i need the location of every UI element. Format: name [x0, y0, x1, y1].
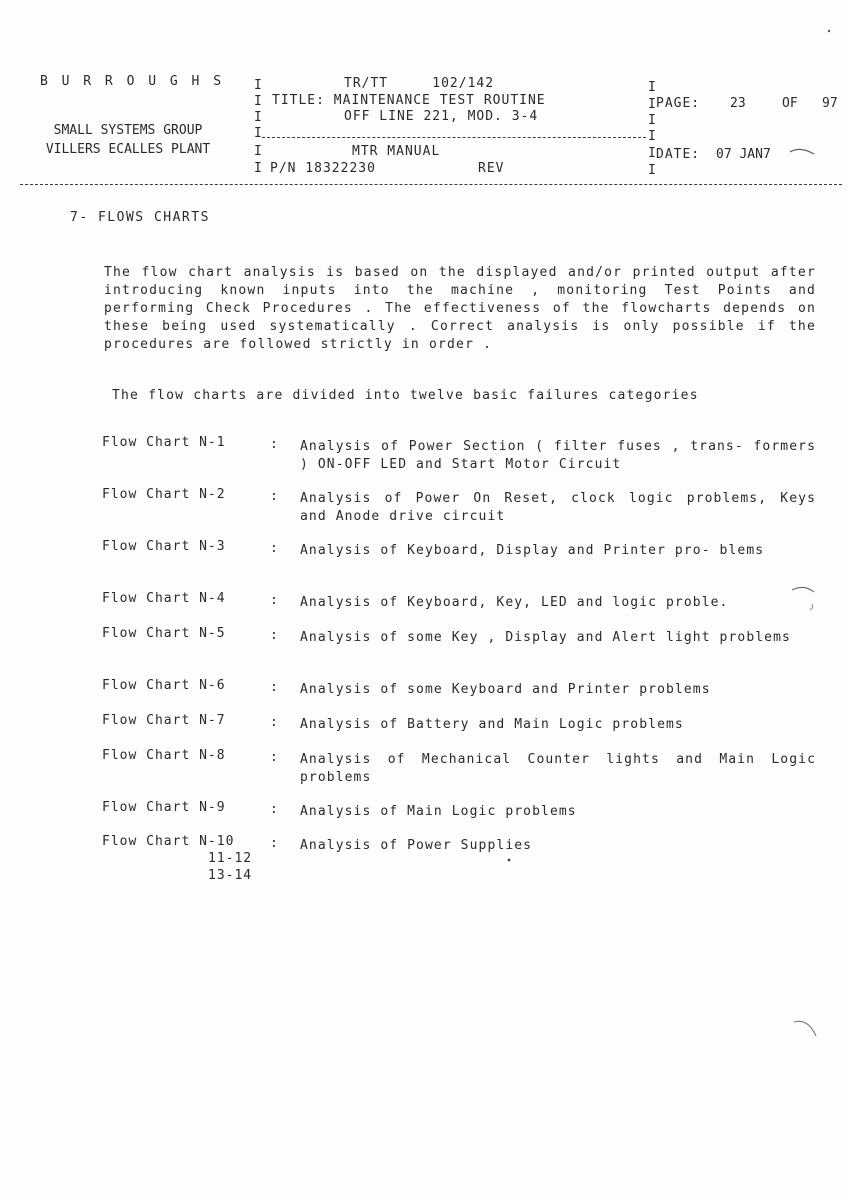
doc-subtitle: OFF LINE 221, MOD. 3-4 — [344, 109, 539, 124]
flow-chart-colon: : — [270, 489, 278, 504]
header-mid-rule — [262, 137, 646, 138]
section-heading: 7- FLOWS CHARTS — [70, 210, 210, 225]
flow-chart-label: Flow Chart N-10 — [102, 834, 235, 849]
flow-chart-description: Analysis of Mechanical Counter lights and Main Logic problems — [300, 752, 816, 785]
manual-name: MTR MANUAL — [352, 144, 441, 159]
separator-bar: I — [254, 78, 262, 93]
flow-chart-description: Analysis of Battery and Main Logic problems — [300, 717, 684, 732]
page-number: 23 — [730, 96, 746, 111]
flow-chart-label: Flow Chart N-6 — [102, 678, 226, 693]
intro-paragraph: The flow chart analysis is based on the displayed and/or printed output after introducing known inputs into the machine , monitoring Test Points and performing Check Procedures . The effectiveness of the flowcharts depends on these being used systematically . Correct analysis is only possible if the procedures are followed strictly in order . — [104, 265, 816, 352]
flow-chart-colon: : — [270, 593, 278, 608]
flow-chart-description: Analysis of some Key , Display and Alert light problems — [300, 630, 791, 645]
group-name: SMALL SYSTEMS GROUP — [53, 123, 203, 138]
company-name: B U R R O U G H S — [39, 74, 225, 89]
flow-chart-colon: : — [270, 437, 278, 452]
page-label: PAGE: — [656, 96, 701, 111]
separator-bar: I — [648, 146, 656, 161]
separator-bar: I — [648, 113, 656, 128]
flow-chart-colon: : — [270, 628, 278, 643]
flow-chart-label: Flow Chart N-4 — [102, 591, 226, 606]
separator-bar: I — [648, 129, 656, 144]
flow-chart-colon: : — [270, 802, 278, 817]
flow-chart-colon: : — [270, 680, 278, 695]
smudge-mark — [788, 582, 818, 612]
separator-bar: I — [648, 97, 656, 112]
plant-name: VILLERS ECALLES PLANT — [45, 142, 211, 157]
speck-mark — [826, 28, 832, 34]
smudge-mark — [790, 1014, 820, 1044]
flow-chart-description: Analysis of Power On Reset, clock logic problems, Keys and Anode drive circuit — [300, 491, 816, 524]
header-bottom-rule — [20, 184, 842, 185]
speck-mark — [506, 857, 512, 863]
smudge-mark — [788, 144, 818, 158]
part-number: P/N 18322230 — [270, 161, 376, 176]
page-total: 97 — [822, 96, 838, 111]
date-value: 07 JAN7 — [716, 147, 771, 162]
separator-bar: I — [254, 110, 262, 125]
flow-chart-colon: : — [270, 541, 278, 556]
doc-code: TR/TT 102/142 — [344, 76, 495, 91]
flow-chart-colon: : — [270, 715, 278, 730]
flow-chart-label: Flow Chart N-1 — [102, 435, 226, 450]
separator-bar: I — [254, 126, 262, 141]
flow-chart-colon: : — [270, 750, 278, 765]
page-of-label: OF — [782, 96, 798, 111]
separator-bar: I — [254, 144, 262, 159]
flow-chart-label: Flow Chart N-7 — [102, 713, 226, 728]
flow-chart-description: Analysis of some Keyboard and Printer problems — [300, 682, 711, 697]
separator-bar: I — [254, 161, 262, 176]
separator-bar: I — [648, 163, 656, 178]
flow-chart-description: Analysis of Power Supplies — [300, 838, 533, 853]
flow-chart-description: Analysis of Main Logic problems — [300, 804, 577, 819]
flow-chart-label: Flow Chart N-9 — [102, 800, 226, 815]
date-label: DATE: — [656, 147, 701, 162]
flow-chart-label: Flow Chart N-3 — [102, 539, 226, 554]
categories-paragraph: The flow charts are divided into twelve basic failures categories — [112, 388, 699, 403]
doc-title: TITLE: MAINTENANCE TEST ROUTINE — [272, 93, 546, 108]
flow-chart-extra-number: 11-12 — [208, 851, 253, 866]
flow-chart-description: Analysis of Power Section ( filter fuses , trans- formers ) ON-OFF LED and Start Motor Circuit — [300, 439, 816, 472]
flow-chart-colon: : — [270, 836, 278, 851]
separator-bar: I — [648, 80, 656, 95]
flow-chart-label: Flow Chart N-5 — [102, 626, 226, 641]
flow-chart-label: Flow Chart N-2 — [102, 487, 226, 502]
revision-label: REV — [478, 161, 505, 176]
flow-chart-extra-number: 13-14 — [208, 868, 253, 883]
flow-chart-description: Analysis of Keyboard, Display and Printer pro- blems — [300, 543, 765, 558]
separator-bar: I — [254, 94, 262, 109]
flow-chart-description: Analysis of Keyboard, Key, LED and logic proble. — [300, 595, 729, 610]
flow-chart-label: Flow Chart N-8 — [102, 748, 226, 763]
